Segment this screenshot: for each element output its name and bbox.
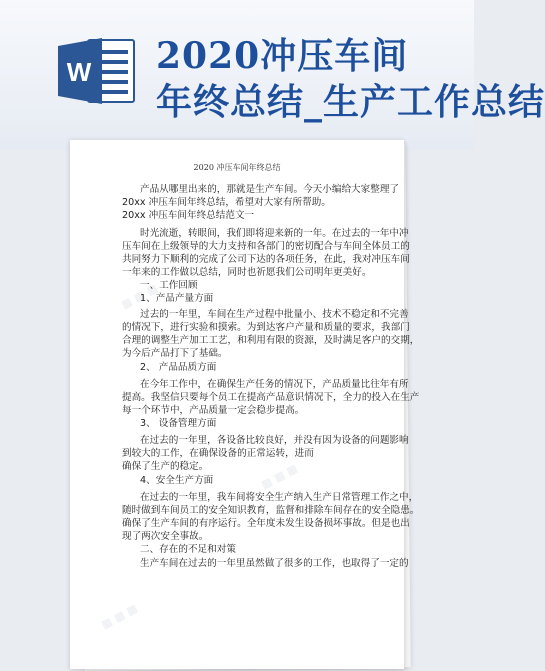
paragraph-line: 确保了生产的稳定。	[122, 461, 209, 472]
watermark: ▦ ▦ ▦	[99, 601, 140, 632]
paragraph-line: 确保了生产车间的有序运行。全年度未发生设备损坏事故。但是也出	[122, 518, 410, 529]
section-heading: 20xx 冲压车间年终总结范文一	[122, 210, 255, 221]
paragraph-line: 20xx 冲压车间年终总结，希望对大家有所帮助。	[122, 197, 331, 208]
subsection-heading: 4、安全生产方面	[140, 475, 214, 486]
header-banner	[0, 0, 545, 150]
paragraph-line: 一年来的工作做以总结，同时也祈愿我们公司明年更美好。	[122, 267, 372, 278]
paragraph-line: 为今后产品打下了基础。	[122, 348, 228, 359]
paragraph-line: 合理的调整生产加工工艺，和利用有限的资源，及时满足客户的交期，	[122, 335, 420, 346]
paragraph-line: 共同努力下顺利的完成了公司下达的各项任务，在此，我对冲压车间	[122, 254, 410, 265]
word-icon	[58, 38, 136, 104]
subsection-heading: 3、 设备管理方面	[140, 418, 217, 429]
watermark: ▦ ▦ ▦	[119, 281, 160, 312]
paragraph-line: 过去的一年里，车间在生产过程中批量小、技术不稳定和不完善	[140, 309, 409, 320]
paragraph-line: 每一个环节中，产品质量一定会稳步提高。	[122, 405, 305, 416]
paragraph-line: 现了两次安全事故。	[122, 531, 209, 542]
paragraph-line: 的情况下，进行实验和摸索。为到达客户产量和质量的要求，我部门	[122, 322, 410, 333]
paragraph-line: 压车间在上级领导的大力支持和各部门的密切配合与车间全体员工的	[122, 241, 410, 252]
svg-text:W: W	[66, 57, 92, 87]
watermark: ▦ ▦ ▦	[259, 461, 300, 492]
section-heading: 二、存在的不足和对策	[140, 544, 236, 555]
paragraph-line: 随时做到车间员工的安全知识教育，监督和排除车间存在的安全隐患。	[122, 505, 420, 516]
subsection-heading: 1、产品产量方面	[140, 293, 214, 304]
paragraph-line: 在过去的一年里，各设备比较良好，并没有因为设备的问题影响	[140, 435, 409, 446]
paragraph-line: 产品从哪里出来的，那就是生产车间。今天小编给大家整理了	[140, 184, 400, 195]
paragraph-line: 在过去的一年里，我车间将安全生产纳入生产日常管理工作之中，	[140, 492, 419, 503]
page-title-line-2: 年终总结_生产工作总结	[156, 81, 545, 123]
paragraph-line: 生产车间在过去的一年里虽然做了很多的工作，也取得了一定的	[140, 558, 409, 569]
paragraph-line: 时光流逝，转眼间，我们即将迎来新的一年。在过去的一年中冲	[140, 228, 409, 239]
document-page	[70, 140, 420, 669]
document-heading: 2020 冲压车间年终总结	[193, 163, 281, 172]
paragraph-line: 在今年工作中，在确保生产任务的情况下，产品质量比往年有所	[140, 379, 409, 390]
section-heading: 一、工作回顾	[140, 280, 198, 291]
subsection-heading: 2、 产品品质方面	[140, 362, 217, 373]
page-title-line-1: 2020冲压车间	[156, 35, 409, 77]
paragraph-line: 提高。我坚信只要每个员工在提高产品意识情况下，全力的投入在生产	[122, 392, 420, 403]
paragraph-line: 到较大的工作，在确保设备的正常运转，进而	[122, 448, 314, 459]
